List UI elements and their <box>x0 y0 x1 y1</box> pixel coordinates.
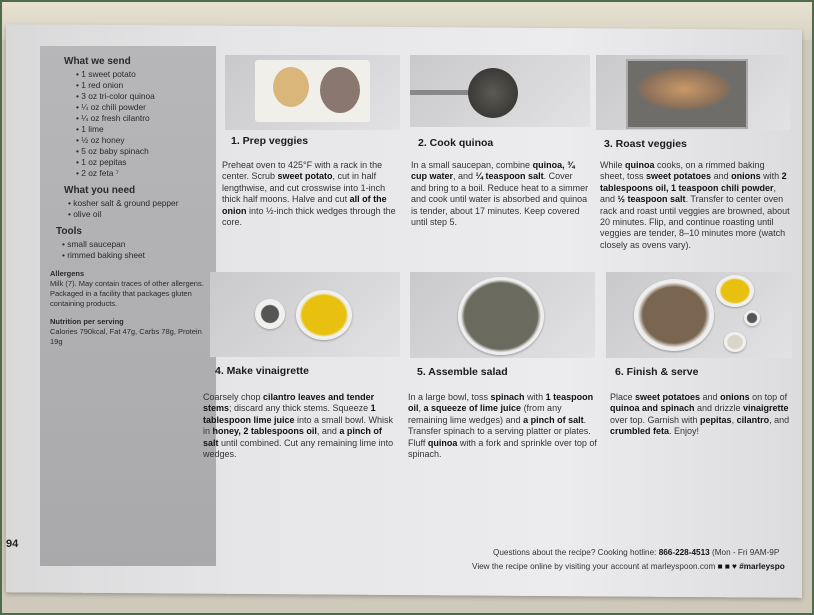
ingredient-item: • 5 oz baby spinach <box>76 146 206 157</box>
step-3-photo <box>596 55 790 130</box>
ingredient-highlight: sweet potatoes <box>646 171 712 182</box>
instruction-text: (from any remaining lime wedges) and <box>408 403 562 425</box>
hotline-phone: 866-228-4513 <box>658 548 710 557</box>
spinach-quinoa-plate <box>458 277 544 355</box>
ingredient-highlight: spinach <box>490 392 525 402</box>
instruction-text: , and <box>316 426 340 437</box>
onion-wedges <box>320 67 360 113</box>
instruction-text: ; discard any thick stems. Squeeze <box>229 403 371 414</box>
tools-list <box>50 239 206 261</box>
instruction-text: into ½-inch thick wedges through the core. <box>222 205 396 228</box>
what-you-need-list <box>50 198 206 220</box>
ingredient-item: • ½ oz honey <box>76 135 206 146</box>
instruction-text: with <box>524 392 546 402</box>
ingredient-highlight: sweet potato <box>277 171 333 182</box>
instruction-text: In a small saucepan, combine <box>411 160 533 170</box>
ingredient-highlight: ¼ teaspoon salt <box>475 171 544 182</box>
step-5-text <box>408 392 603 460</box>
instruction-text: with <box>760 171 782 182</box>
ingredient-highlight: onions <box>720 392 750 402</box>
nutrition-text: Calories 790kcal, Fat 47g, Carbs 78g, Protein 19g <box>50 327 202 346</box>
pantry-item: • kosher salt & ground pepper <box>68 198 206 209</box>
finished-salad-plate <box>634 279 714 351</box>
ingredient-highlight: all of the onion <box>222 194 387 216</box>
instruction-text: and <box>700 392 721 402</box>
vinaigrette-bowl <box>716 275 754 307</box>
roasted-veggies <box>636 67 732 111</box>
what-we-send-list <box>50 69 206 179</box>
hotline-label: Questions about the recipe? Cooking hotline: <box>493 548 657 557</box>
step-2-photo <box>410 55 590 127</box>
ingredient-item: • 2 oz feta ⁷ <box>76 168 206 179</box>
ingredient-highlight: ½ teaspoon salt <box>617 194 686 205</box>
pepitas-bowl <box>744 310 760 326</box>
allergens-text: Milk (7). May contain traces of other allergens. Packaged in a facility that packages gluten containing products. <box>50 279 204 308</box>
instruction-text: . Transfer spinach to a serving platter or plates. Fluff <box>408 414 591 448</box>
step-3-text <box>600 160 790 251</box>
ingredient-highlight: onions <box>731 171 761 182</box>
what-you-need-title: What you need <box>64 185 136 196</box>
ingredient-highlight: sweet potatoes <box>635 392 701 402</box>
instruction-text: Coarsely chop <box>203 392 264 402</box>
ingredient-item: • 1 red onion <box>76 80 206 91</box>
ingredient-item: • ¼ oz chili powder <box>76 102 206 113</box>
instruction-text: over top. Garnish with <box>610 414 701 425</box>
tools-title: Tools <box>56 226 82 237</box>
instruction-text: on top of <box>749 392 788 402</box>
step-6-photo <box>606 272 792 358</box>
instruction-text: , and <box>453 171 476 182</box>
ingredient-highlight: honey, 2 tablespoons oil <box>212 426 317 437</box>
ingredients-sidebar <box>40 46 216 566</box>
instruction-text: and <box>711 171 732 182</box>
ingredient-highlight: quinoa <box>427 437 458 448</box>
ingredient-item: • 1 sweet potato <box>76 69 206 80</box>
ingredient-item: • 3 oz tri-color quinoa <box>76 91 206 102</box>
footer-hotline <box>493 548 779 557</box>
instruction-text: Place <box>610 392 636 402</box>
step-6-text <box>610 392 808 438</box>
instruction-text: , cut in half lengthwise, and cut crosswise into 1-inch thick half moons. Halve and cut <box>222 171 386 205</box>
step-4-title: 4. Make vinaigrette <box>215 365 309 377</box>
ingredient-highlight: a squeeze of lime juice <box>423 403 522 414</box>
step-2-title: 2. Cook quinoa <box>418 137 494 149</box>
saucepan-quinoa <box>468 68 518 118</box>
instruction-text: . Cover and bring to a boil. Reduce heat to a simmer and cook until water is absorbed and quinoa is tender, about 17 minutes. Keep covered until step 5. <box>411 171 589 228</box>
step-5-title: 5. Assemble salad <box>417 366 508 378</box>
ingredient-highlight: cilantro <box>736 414 770 425</box>
ingredient-item: • 1 lime <box>76 124 206 135</box>
step-4-photo <box>210 272 400 357</box>
ingredient-highlight: quinoa and spinach <box>610 403 695 414</box>
step-5-photo <box>410 272 595 358</box>
instruction-text: While <box>600 160 626 170</box>
allergens-title: Allergens <box>50 269 85 278</box>
hashtag: #marleyspo <box>739 562 785 571</box>
step-1-text <box>222 160 404 228</box>
sweet-potato-slices <box>273 67 309 107</box>
ingredient-highlight: 1 tablespoon lime juice <box>203 403 376 425</box>
step-3-title: 3. Roast veggies <box>604 138 687 150</box>
tool-item: • rimmed baking sheet <box>62 250 206 261</box>
page-number: 94 <box>6 538 19 550</box>
instruction-text: . Enjoy! <box>669 426 700 437</box>
ingredient-item: • ¼ oz fresh cilantro <box>76 113 206 124</box>
ingredient-highlight: 1 teaspoon oil <box>408 392 594 414</box>
instruction-text: and drizzle <box>694 403 744 414</box>
ingredient-item: • 1 oz pepitas <box>76 157 206 168</box>
social-icons: ■ ■ ♥ <box>717 562 737 571</box>
online-text: View the recipe online by visiting your account at marleyspoon.com <box>472 562 716 571</box>
ingredient-highlight: 2 tablespoons oil, 1 teaspoon chili powder <box>600 171 787 193</box>
ingredient-highlight: quinoa, ¾ cup water <box>411 160 575 182</box>
step-1-title: 1. Prep veggies <box>231 135 309 147</box>
nutrition-title: Nutrition per serving <box>50 317 124 326</box>
instruction-text: , and <box>769 414 790 425</box>
instruction-text: until combined. Cut any remaining lime into wedges. <box>203 437 394 460</box>
step-6-title: 6. Finish & serve <box>615 366 699 378</box>
ingredient-highlight: cilantro leaves and tender stems <box>203 392 375 414</box>
instruction-text: . Transfer to center oven rack and roast until veggies are browned, about 20 minutes. Flip, and continue roasting until veggies are tender, 8–10 minutes more (watch closely as ovens vary). <box>600 194 790 250</box>
ingredient-highlight: vinaigrette <box>743 403 789 414</box>
ingredient-highlight: a pinch of salt <box>523 414 584 425</box>
instruction-text: Preheat oven to 425°F with a rack in the center. Scrub <box>222 160 383 182</box>
instruction-text: into a small bowl. Whisk in <box>203 414 394 437</box>
instruction-text: In a large bowl, toss <box>408 392 491 402</box>
instruction-text: , <box>418 403 424 414</box>
hotline-hours: (Mon - Fri 9AM-9P <box>711 548 780 557</box>
step-4-text <box>203 392 398 460</box>
instruction-text: cooks, on a rimmed baking sheet, toss <box>600 160 765 182</box>
ingredient-highlight: pepitas <box>700 414 732 425</box>
tool-item: • small saucepan <box>62 239 206 250</box>
ingredient-highlight: a pinch of salt <box>203 426 382 448</box>
instruction-text: , <box>731 414 737 425</box>
footer-online <box>472 562 785 571</box>
cilantro-bowl <box>255 299 285 329</box>
step-2-text <box>411 160 589 228</box>
instruction-text: , and <box>600 182 777 205</box>
instruction-text: with a fork and sprinkle over top of spinach. <box>408 437 597 460</box>
pantry-item: • olive oil <box>68 209 206 220</box>
step-1-photo <box>225 55 400 130</box>
saucepan-handle <box>410 90 470 95</box>
ingredient-highlight: crumbled feta <box>610 426 670 437</box>
what-we-send-title: What we send <box>64 56 131 67</box>
feta-bowl <box>724 332 746 352</box>
ingredient-highlight: quinoa <box>625 160 655 170</box>
vinaigrette-bowl <box>296 290 352 340</box>
